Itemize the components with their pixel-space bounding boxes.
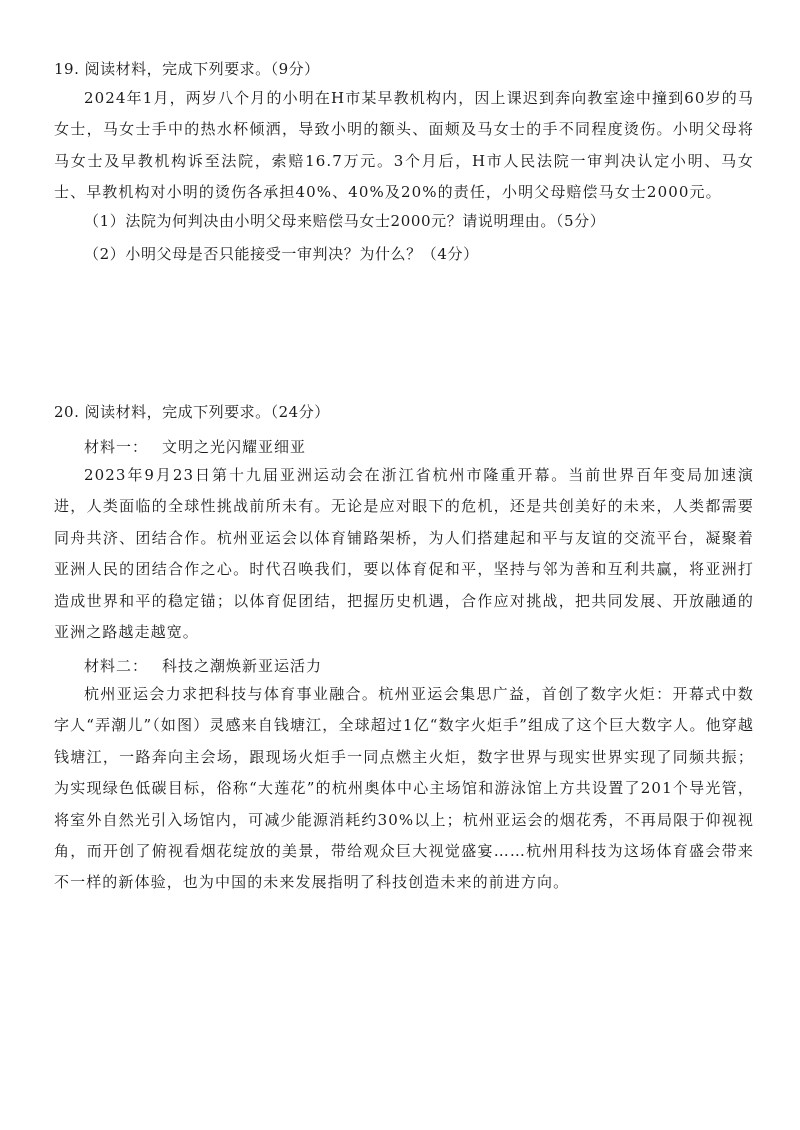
material-2-heading: 科技之潮焕新亚运活力	[162, 657, 323, 675]
material-2-title	[84, 655, 322, 676]
question-19-sub-2: （2）小明父母是否只能接受一审判决？为什么？（4分）	[84, 245, 479, 263]
material-1-heading: 文明之光闪耀亚细亚	[162, 438, 307, 456]
material-2-label: 材料二：	[84, 657, 149, 675]
question-20-title: 20. 阅读材料，完成下列要求。（24分）	[54, 403, 330, 421]
material-1-title	[84, 436, 306, 457]
question-19-sub-1: （1）法院为何判决由小明父母来赔偿马女士2000元？请说明理由。（5分）	[84, 212, 606, 230]
material-1-label: 材料一：	[84, 438, 149, 456]
material-1-text: 2023年9月23日第十九届亚洲运动会在浙江省杭州市隆重开幕。当前世界百年变局加速演进，人类面临的全球性挑战前所未有。无论是应对眼下的危机，还是共创美好的未来，人类都需要同舟共济、团结合作。杭州亚运会以体育铺路架桥，为人们搭建起和平与友谊的交流平台，凝聚着亚洲人民的团结合作之心。时代召唤我们，要以体育促和平，坚持与邻为善和互利共赢，将亚洲打造成世界和平的稳定锚；以体育促团结，把握历史机遇，合作应对挑战，把共同发展、开放融通的亚洲之路越走越宽。	[54, 466, 754, 642]
material-2-text: 杭州亚运会力求把科技与体育事业融合。杭州亚运会集思广益，首创了数字火炬：开幕式中数字人“弄潮儿”（如图）灵感来自钱塘江，全球超过1亿“数字火炬手”组成了这个巨大数字人。他穿越钱塘江，一路奔向主会场，跟现场火炬手一同点燃主火炬，数字世界与现实世界实现了同频共振；为实现绿色低碳目标，俗称“大莲花”的杭州奥体中心主场馆和游泳馆上方共设置了201个导光管，将室外自然光引入场馆内，可减少能源消耗约30%以上；杭州亚运会的烟花秀，不再局限于仰视视角，而开创了俯视看烟花绽放的美景，带给观众巨大视觉盛宴……杭州用科技为这场体育盛会带来不一样的新体验，也为中国的未来发展指明了科技创造未来的前进方向。	[54, 685, 754, 892]
question-19-title: 19. 阅读材料，完成下列要求。（9分）	[54, 60, 320, 78]
question-19-material: 2024年1月，两岁八个月的小明在H市某早教机构内，因上课迟到奔向教室途中撞到60岁的马女士，马女士手中的热水杯倾洒，导致小明的额头、面颊及马女士的手不同程度烫伤。小明父母将马女士及早教机构诉至法院，索赔16.7万元。3个月后，H市人民法院一审判决认定小明、马女士、早教机构对小明的烫伤各承担40%、40%及20%的责任，小明父母赔偿马女士2000元。	[54, 89, 754, 202]
